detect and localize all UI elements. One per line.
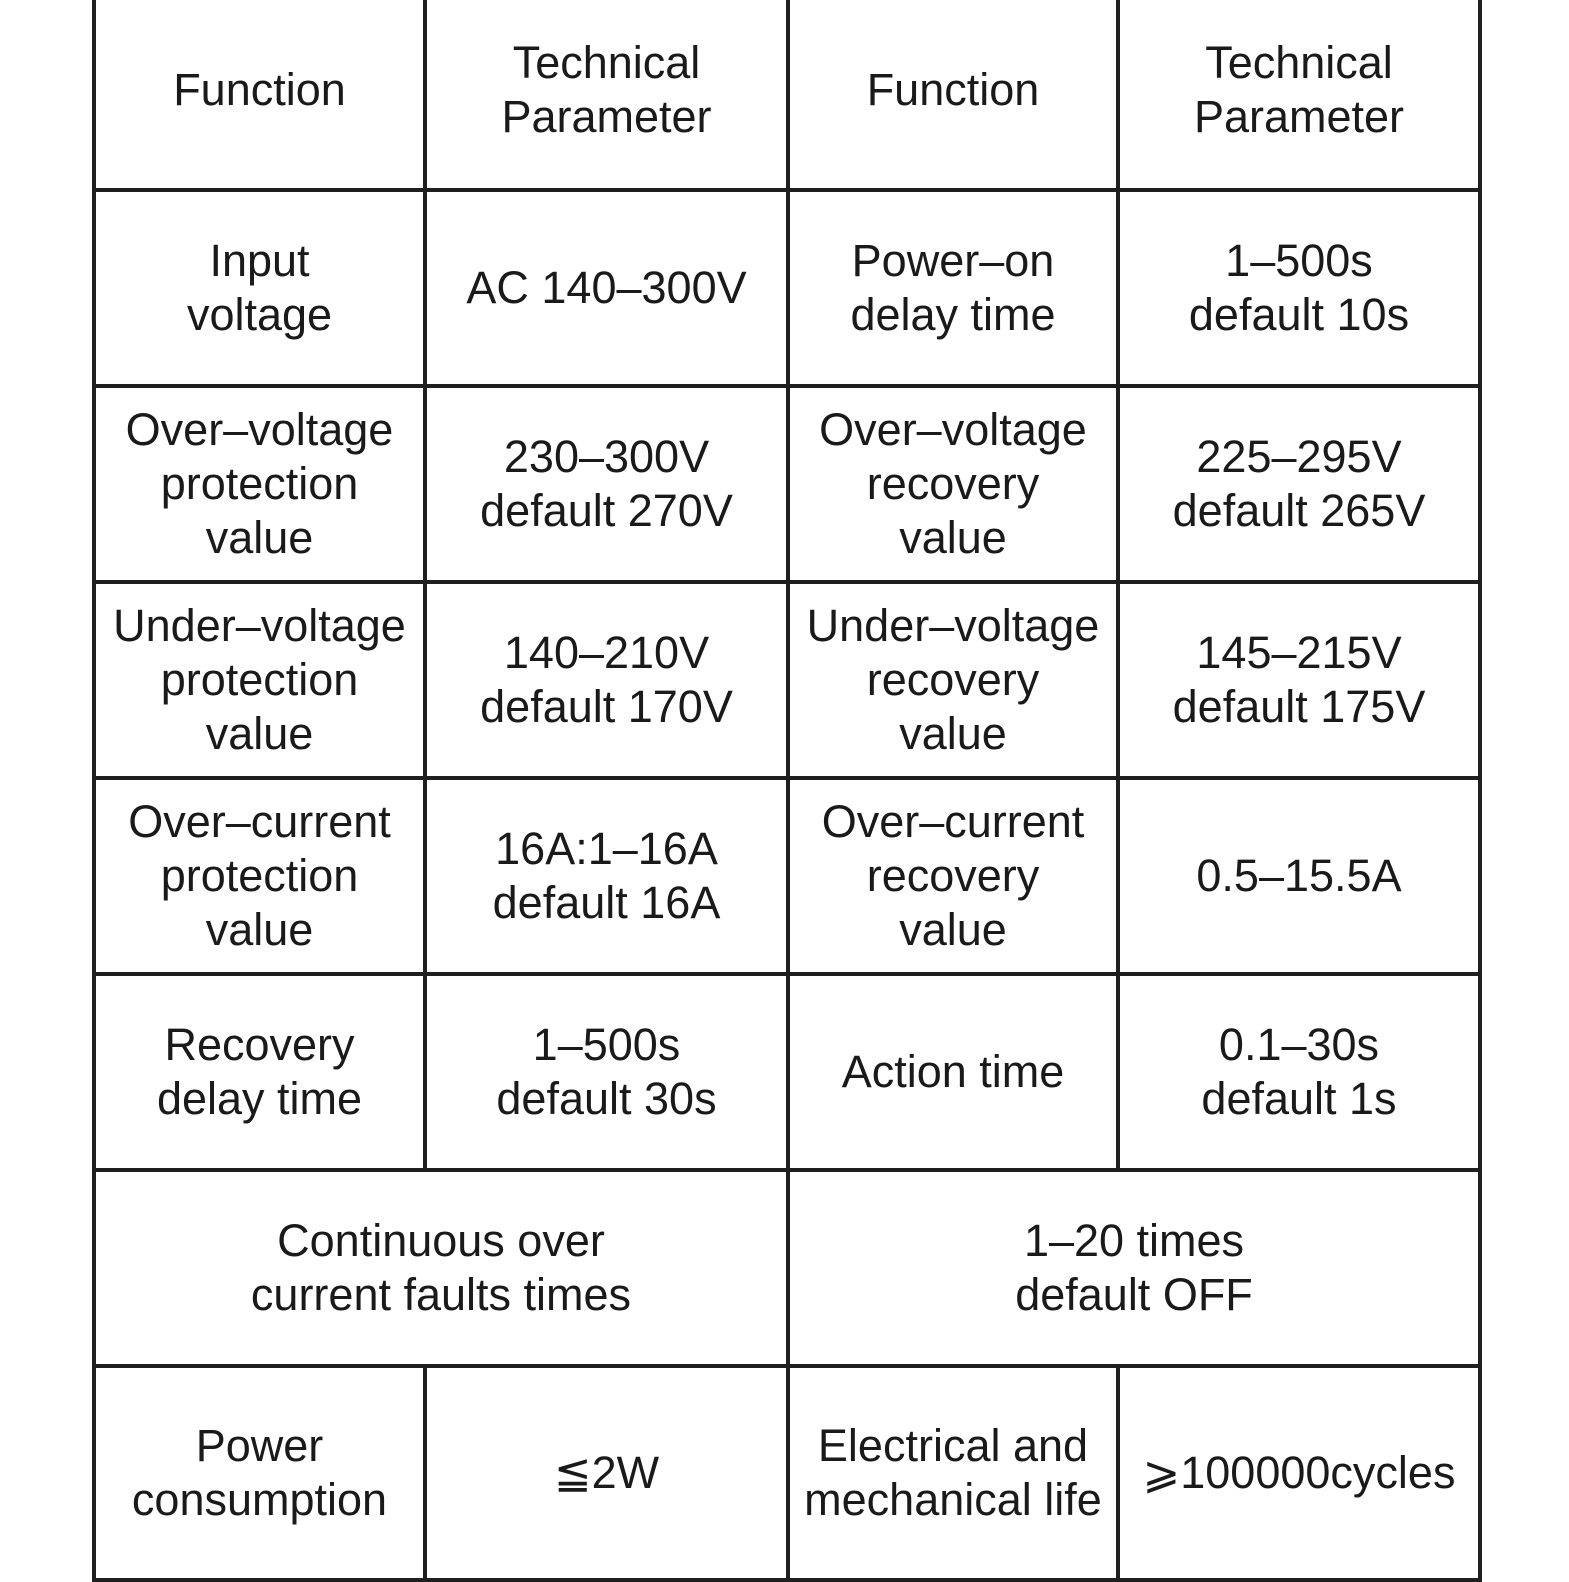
table-header-row <box>94 0 1480 190</box>
parameter-cell: 230–300V default 270V <box>425 386 788 582</box>
table-row <box>94 778 1480 974</box>
parameter-cell: 225–295V default 265V <box>1118 386 1480 582</box>
spec-table <box>92 0 1482 1582</box>
parameter-cell: AC 140–300V <box>425 190 788 386</box>
function-cell: Recovery delay time <box>94 974 425 1170</box>
function-cell: Under–voltage recovery value <box>788 582 1118 778</box>
table-row-last <box>94 1366 1480 1580</box>
parameter-cell: 16A:1–16A default 16A <box>425 778 788 974</box>
parameter-cell: 140–210V default 170V <box>425 582 788 778</box>
parameter-cell: ≦2W <box>425 1366 788 1580</box>
function-cell: Electrical and mechanical life <box>788 1366 1118 1580</box>
parameter-cell: ⩾100000cycles <box>1118 1366 1480 1580</box>
parameter-cell: 0.1–30s default 1s <box>1118 974 1480 1170</box>
header-function-1: Function <box>94 0 425 190</box>
span-function-cell: Continuous over current faults times <box>94 1170 788 1366</box>
function-cell: Over–voltage protection value <box>94 386 425 582</box>
table-row <box>94 386 1480 582</box>
function-cell: Under–voltage protection value <box>94 582 425 778</box>
table-row <box>94 974 1480 1170</box>
table-row-span <box>94 1170 1480 1366</box>
parameter-cell: 145–215V default 175V <box>1118 582 1480 778</box>
table-row <box>94 190 1480 386</box>
parameter-cell: 1–500s default 10s <box>1118 190 1480 386</box>
function-cell: Over–voltage recovery value <box>788 386 1118 582</box>
function-cell: Over–current protection value <box>94 778 425 974</box>
function-cell: Input voltage <box>94 190 425 386</box>
header-technical-parameter-2: Technical Parameter <box>1118 0 1480 190</box>
parameter-cell: 0.5–15.5A <box>1118 778 1480 974</box>
header-technical-parameter-1: Technical Parameter <box>425 0 788 190</box>
function-cell: Action time <box>788 974 1118 1170</box>
function-cell: Power consumption <box>94 1366 425 1580</box>
function-cell: Power–on delay time <box>788 190 1118 386</box>
parameter-cell: 1–500s default 30s <box>425 974 788 1170</box>
span-parameter-cell: 1–20 times default OFF <box>788 1170 1480 1366</box>
function-cell: Over–current recovery value <box>788 778 1118 974</box>
header-function-2: Function <box>788 0 1118 190</box>
table-row <box>94 582 1480 778</box>
